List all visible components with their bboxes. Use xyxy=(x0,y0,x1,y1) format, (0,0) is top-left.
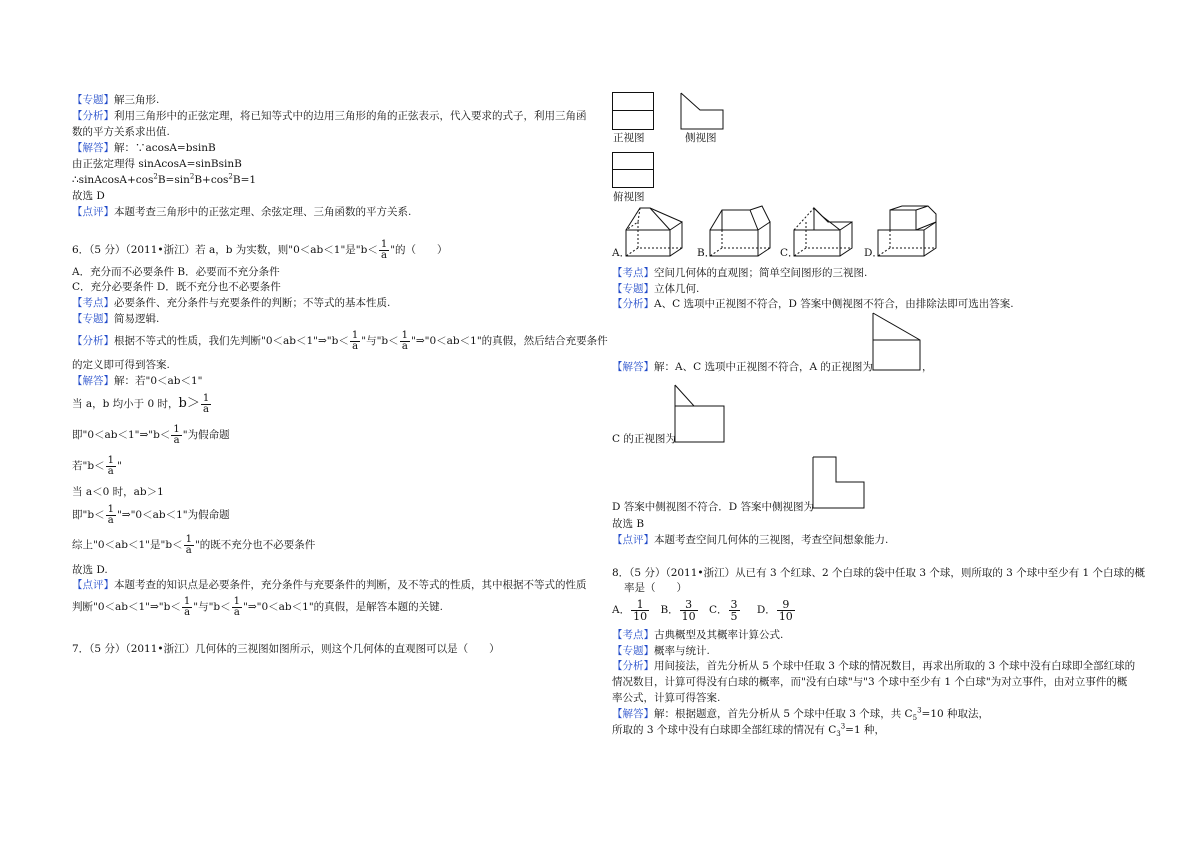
side-view-label: 侧视图 xyxy=(685,132,717,144)
question-8: 8．（5 分）（2011•浙江）从已有 3 个红球、2 个白球的袋中任取 3 个球，则所取的 3 个球中至少有 1 个白球的概 xyxy=(612,567,1146,579)
q8-zhuanti: 【专题】概率与统计. xyxy=(612,645,710,657)
option-d-solid[interactable] xyxy=(876,206,940,258)
q6-step: 即"0＜ab＜1"⇒"b＜ $\frac{1}{a}$ "为假命题 xyxy=(72,423,230,446)
option-b-label[interactable]: B． xyxy=(697,247,716,259)
q8-fenxi-cont: 情况数目，计算可得没有白球的概率，而"没有白球"与"3 个球中至少有 1 个白球"为对立事件，由对立事件的概 xyxy=(612,676,1128,688)
q8-jieda-cont: 所取的 3 个球中没有白球即全部红球的情况有 $C_3^3=1$ 种， xyxy=(612,722,885,739)
top-view-figure xyxy=(612,152,654,188)
option-d-label[interactable]: D． xyxy=(864,247,883,259)
analysis-cont: 数的平方关系求出值. xyxy=(72,126,170,138)
option-c-label[interactable]: C． xyxy=(780,247,799,259)
comment-line: 【点评】本题考查三角形中的正弦定理、余弦定理、三角函数的平方关系. xyxy=(72,206,412,218)
q6-kaodian: 【考点】必要条件、充分条件与充要条件的判断；不等式的基本性质. xyxy=(72,297,391,309)
answer-step: 故选 D xyxy=(72,190,105,202)
front-view-label: 正视图 xyxy=(613,132,645,144)
answer-step: 由正弦定理得 sinAcosA=sinBsinB xyxy=(72,158,242,170)
q6-options-ab: A．充分而不必要条件 B．必要而不充分条件 xyxy=(72,266,280,278)
option-a-label[interactable]: A． xyxy=(612,247,631,259)
q6-jieda: 【解答】解：若"0＜ab＜1" xyxy=(72,375,203,387)
q6-fenxi-cont: 的定义即可得到答案. xyxy=(72,359,170,371)
front-view-figure xyxy=(612,92,654,130)
q7-kaodian: 【考点】空间几何体的直观图；简单空间图形的三视图. xyxy=(612,267,868,279)
q6-dianping-cont: 判断"0＜ab＜1"⇒"b＜ $\frac{1}{a}$ "与"b＜ $\frac{1}{a}$ "⇒"0＜ab＜1"的真假，是解答本题的关键. xyxy=(72,595,443,618)
q6-step: 即"b＜ $\frac{1}{a}$ "⇒"0＜ab＜1"为假命题 xyxy=(72,503,230,526)
q7-dianping: 【点评】本题考查空间几何体的三视图，考查空间想象能力. xyxy=(612,534,889,546)
comma: ， xyxy=(922,361,933,373)
question-7: 7．（5 分）（2011•浙江）几何体的三视图如图所示，则这个几何体的直观图可以是（ ） xyxy=(72,643,500,655)
fraction: $\frac{1}{a}$ xyxy=(380,238,388,261)
q8-kaodian: 【考点】古典概型及其概率计算公式. xyxy=(612,629,784,641)
d-side-view-text: D 答案中侧视图不符合．D 答案中侧视图为 xyxy=(612,501,815,513)
q6-step: 综上"0＜ab＜1"是"b＜ $\frac{1}{a}$ "的既不充分也不必要条件 xyxy=(72,533,316,556)
q8-fenxi-cont: 率公式，计算可得答案. xyxy=(612,692,721,704)
question-6: 6．（5 分）（2011•浙江）若 a，b 为实数，则"0＜ab＜1"是"b＜ $\frac{1}{a}$ "的（ ） xyxy=(72,238,448,261)
q6-step: 故选 D. xyxy=(72,564,108,576)
q6-step: 当 a＜0 时，ab＞1 xyxy=(72,486,164,498)
analysis-line: 【分析】利用三角形中的正弦定理，将已知等式中的边用三角形的角的正弦表示，代入要求的式子，利用三角函 xyxy=(72,110,587,122)
topic-line: 【专题】解三角形. xyxy=(72,94,160,106)
q6-step: 当 a，b 均小于 0 时，b＞ $\frac{1}{a}$ xyxy=(72,392,210,415)
a-front-view-figure xyxy=(872,312,922,372)
q7-jieda: 【解答】解：A、C 选项中正视图不符合，A 的正视图为 xyxy=(612,361,873,373)
q8-jieda: 【解答】解：根据题意，首先分析从 5 个球中任取 3 个球，共 $C_5^3=10$ 种取法， xyxy=(612,706,990,723)
side-view-figure xyxy=(680,92,724,130)
option-b-solid[interactable] xyxy=(708,206,774,258)
d-side-view-figure xyxy=(812,456,866,510)
q7-zhuanti: 【专题】立体几何. xyxy=(612,283,700,295)
option-a-solid[interactable] xyxy=(624,206,686,258)
q6-options-cd: C．充分必要条件 D．既不充分也不必要条件 xyxy=(72,281,281,293)
q7-fenxi: 【分析】A、C 选项中正视图不符合，D 答案中侧视图不符合，由排除法即可选出答案. xyxy=(612,298,1014,310)
q8-options[interactable]: A． $\frac{1}{10}$ B． $\frac{3}{10}$ C． $\frac{3}{5}$ D． $\frac{9}{10}$ xyxy=(612,597,793,623)
answer-line: 【解答】解：∵acosA=bsinB xyxy=(72,142,216,154)
top-view-label: 俯视图 xyxy=(613,191,645,203)
c-front-view-figure xyxy=(674,384,726,444)
answer-step: $\therefore sinAcosA+\cos^2B=\sin^2B+\cos^2B=1$ xyxy=(72,172,257,186)
q6-fenxi: 【分析】根据不等式的性质，我们先判断"0＜ab＜1"⇒"b＜ $\frac{1}{a}$ "与"b＜ $\frac{1}{a}$ "⇒"0＜ab＜1"的真假，然后结合充要条件 xyxy=(72,329,608,352)
q7-choose: 故选 B xyxy=(612,518,645,530)
q6-step: 若"b＜ $\frac{1}{a}$ " xyxy=(72,454,122,477)
c-front-view-text: C 的正视图为 xyxy=(612,433,676,445)
q6-dianping: 【点评】本题考查的知识点是必要条件，充分条件与充要条件的判断，及不等式的性质，其中根据不等式的性质 xyxy=(72,579,587,591)
option-c-solid[interactable] xyxy=(792,206,856,258)
q6-zhuanti: 【专题】简易逻辑. xyxy=(72,313,160,325)
question-8-cont: 率是（ ） xyxy=(624,582,687,594)
q8-fenxi: 【分析】用间接法，首先分析从 5 个球中任取 3 个球的情况数目，再求出所取的 3 个球中没有白球即全部红球的 xyxy=(612,660,1136,672)
